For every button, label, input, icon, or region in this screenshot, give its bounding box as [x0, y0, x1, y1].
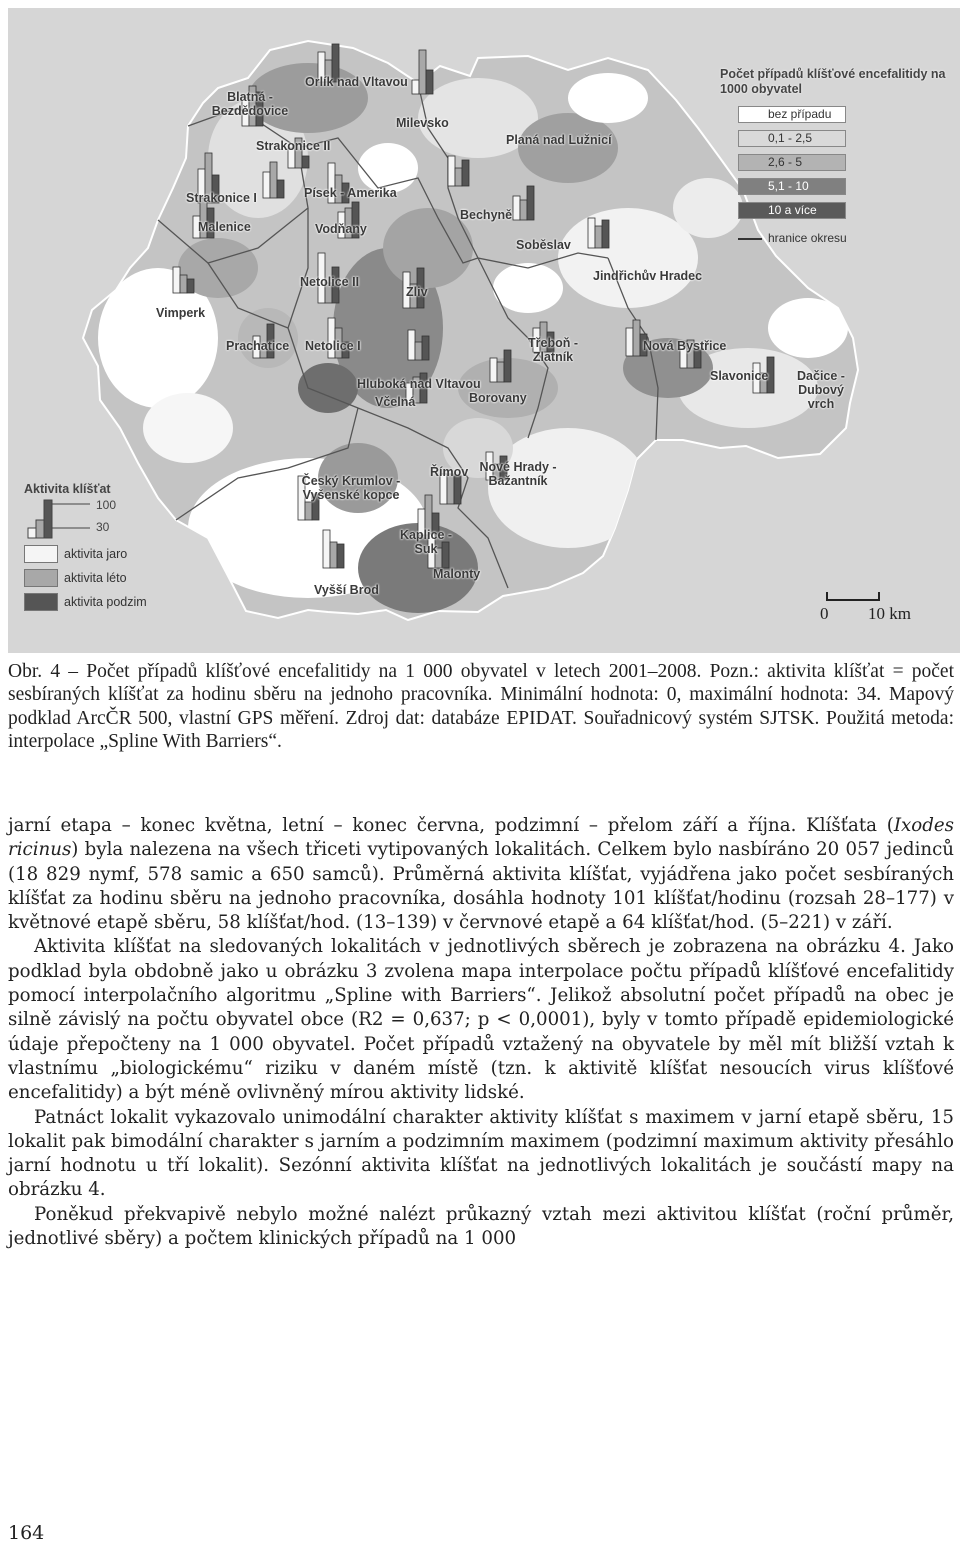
boundary-line-swatch — [738, 238, 762, 240]
place-label: Slavonice — [710, 369, 769, 383]
activity-bar — [412, 80, 419, 94]
activity-bar — [408, 330, 415, 360]
place-label: Orlík nad Vltavou — [305, 75, 408, 89]
activity-scale-high: 100 — [96, 498, 117, 512]
map-figure — [8, 8, 960, 653]
scale-end-label: 10 km — [868, 604, 911, 623]
text-run: jarní etapa – konec května, letní – konec června, podzimní – přelom září a října. Klíšťata ( — [8, 815, 894, 836]
activity-bar — [633, 320, 640, 356]
activity-bar — [497, 362, 504, 382]
activity-swatch — [24, 569, 58, 587]
legend-class-label: 0,1 - 2,5 — [768, 131, 813, 145]
activity-label: aktivita podzim — [64, 595, 147, 609]
activity-bar — [277, 180, 284, 198]
legend-class-label: 2,6 - 5 — [768, 155, 803, 169]
place-label: Strakonice I — [186, 191, 257, 205]
activity-bar — [462, 160, 469, 186]
paragraph — [8, 814, 954, 935]
place-label: Písek - Amerika — [304, 186, 397, 200]
activity-bar — [595, 226, 602, 248]
activity-bar — [270, 162, 277, 198]
species-name: Ixodes ricinus — [8, 815, 954, 861]
place-label: Kaplice - Suk — [399, 528, 453, 556]
activity-label: aktivita jaro — [64, 547, 128, 561]
activity-bar — [490, 358, 497, 382]
activity-bar — [187, 279, 194, 293]
activity-bar — [305, 502, 312, 520]
activity-swatch — [24, 593, 58, 611]
activity-bar — [527, 186, 534, 220]
place-label: Malenice — [198, 220, 251, 234]
legend-boundary-label: hranice okresu — [768, 231, 847, 245]
body-text — [8, 814, 954, 1251]
legend-boundary — [738, 230, 938, 247]
legend-class-row — [738, 202, 938, 219]
activity-bar — [455, 168, 462, 186]
legend-class-row — [738, 154, 938, 171]
activity-bar — [263, 172, 270, 198]
place-label: Netolice II — [300, 275, 360, 289]
activity-bar — [426, 70, 433, 94]
place-label: Milevsko — [396, 116, 449, 130]
legend-activity-title: Aktivita klíšťat — [24, 482, 111, 496]
paragraph: Patnáct lokalit vykazovalo unimodální charakter aktivity klíšťat s maximem v jarní etapě sběru, 15 lokalit pak bimodální charakter s jarním a podzimním maximem (podzimní maximum aktivity přesáhlo jarní hodnotu u tří lokalit). Sezónní aktivita klíšťat na jednotlivých lokalitách je součástí mapy na obrázku 4. — [8, 1106, 954, 1201]
place-label: Vimperk — [156, 306, 206, 320]
legend-class-row — [738, 130, 938, 147]
place-label: Blatná - Bezdědovice — [211, 90, 289, 118]
paragraph: Poněkud překvapivě nebylo možné nalézt průkazný vztah mezi aktivitou klíšťat (roční průměr, jednotlivé sběry) a počtem klinických případů na 1 000 — [8, 1203, 954, 1250]
activity-bar — [419, 50, 426, 94]
place-label: Třeboň - Zlatník — [528, 336, 578, 364]
legend-cases-title: Počet případů klíšťové encefalitidy na 1000 obyvatel — [720, 67, 946, 96]
place-label: Hluboká nad Vltavou — [357, 377, 481, 391]
page-number: 164 — [8, 1522, 45, 1544]
legend-class-label: bez případu — [768, 107, 832, 121]
activity-scale-low: 30 — [96, 520, 110, 534]
activity-bar — [588, 218, 595, 248]
activity-legend-row — [24, 569, 224, 587]
place-label: Vyšší Brod — [314, 583, 379, 597]
activity-bar — [626, 328, 633, 356]
scale-start-label: 0 — [820, 604, 829, 623]
place-label: Jindřichův Hradec — [593, 269, 703, 283]
place-label: Dačice - Dubový vrch — [797, 369, 845, 411]
activity-legend-row — [24, 593, 224, 611]
place-label: Borovany — [469, 391, 527, 405]
place-label: Soběslav — [516, 238, 571, 252]
activity-bar — [454, 476, 461, 504]
activity-bar — [180, 275, 187, 293]
activity-bar — [504, 350, 511, 382]
activity-bar — [302, 156, 309, 168]
activity-legend-row — [24, 545, 224, 563]
activity-bar — [448, 156, 455, 186]
place-label: Včelná — [375, 395, 416, 409]
activity-bar — [415, 342, 422, 360]
place-label: Netolice I — [305, 339, 361, 353]
activity-bar — [602, 220, 609, 248]
activity-bar — [513, 196, 520, 220]
legend-class-row — [738, 178, 938, 195]
activity-swatch — [24, 545, 58, 563]
activity-bar — [520, 200, 527, 220]
activity-bar — [323, 530, 330, 568]
figure-caption: Obr. 4 – Počet případů klíšťové encefalitidy na 1 000 obyvatel v letech 2001–2008. Pozn.: aktivita klíšťat = počet sesbíraných klíšťat za hodinu sběru na jednoho pracovníka. Minimální hodnota: 0, maximální hodnota: 34. Mapový podklad ArcČR 500, vlastní GPS měření. Zdroj dat: databáze EPIDAT. Souřadnicový systém SJTSK. Použitá metoda: interpolace „Spline With Barriers“. — [8, 661, 954, 753]
activity-bar — [173, 267, 180, 293]
place-label: Vodňany — [315, 222, 367, 236]
place-label: Český Krumlov - Vyšenské kopce — [301, 474, 401, 502]
place-label: Zliv — [406, 285, 428, 299]
place-label: Planá nad Lužnicí — [506, 133, 612, 147]
place-label: Prachatice — [226, 339, 290, 353]
activity-bar — [330, 542, 337, 568]
place-label: Nová Bystřice — [643, 339, 727, 353]
place-label: Římov — [430, 465, 469, 479]
place-label: Bechyně — [460, 208, 513, 222]
place-label: Malonty — [433, 567, 481, 581]
legend-class-row — [738, 106, 938, 123]
legend-class-label: 5,1 - 10 — [768, 179, 809, 193]
activity-label: aktivita léto — [64, 571, 127, 585]
legend-class-label: 10 a více — [768, 203, 817, 217]
activity-bar — [337, 544, 344, 568]
scale-bar — [826, 592, 880, 601]
activity-bar — [422, 336, 429, 360]
place-label: Nové Hrady - Bažantník — [479, 460, 557, 488]
paragraph: Aktivita klíšťat na sledovaných lokalitách v jednotlivých sběrech je zobrazena na obrázku 4. Jako podklad byla obdobně jako u obrázku 3 zvolena mapa interpolace počtu případů klíšťové encefalitidy pomocí interpolačního algoritmu „Spline with Barriers“. Jelikož absolutní počet případů na obec je silně závislý na počtu obyvatel obce (R2 = 0,637; p < 0,0001), byly v tomto případě epidemiologické údaje přepočteny na 1 000 obyvatel. Počet případů vztažený na obyvatele by měl mít bližší vztah k vlastnímu „biologickému“ riziku v daném místě (tzn. k aktivitě klíšťat nesoucích virus klíšťové encefalitidy) a být méně ovlivněný mírou aktivity lidské. — [8, 936, 954, 1104]
place-label: Strakonice II — [256, 139, 331, 153]
text-run: ) byla nalezena na všech třiceti vytipovaných lokalitách. Celkem bylo nasbíráno 20 057 jedinců (18 829 nymf, 578 samic a 650 samců). Průměrná aktivita klíšťat, vyjádřena jako počet sesbíraných klíšťat za hodinu sběru na jednoho pracovníka, dosáhla hodnoty 101 klíšťat/hodinu (rozsah 28–177) v květnové etapě sběru, 58 klíšťat/hod. (13–139) v červnové etapě a 64 klíšťat/hod. (5–221) v září. — [8, 839, 954, 934]
